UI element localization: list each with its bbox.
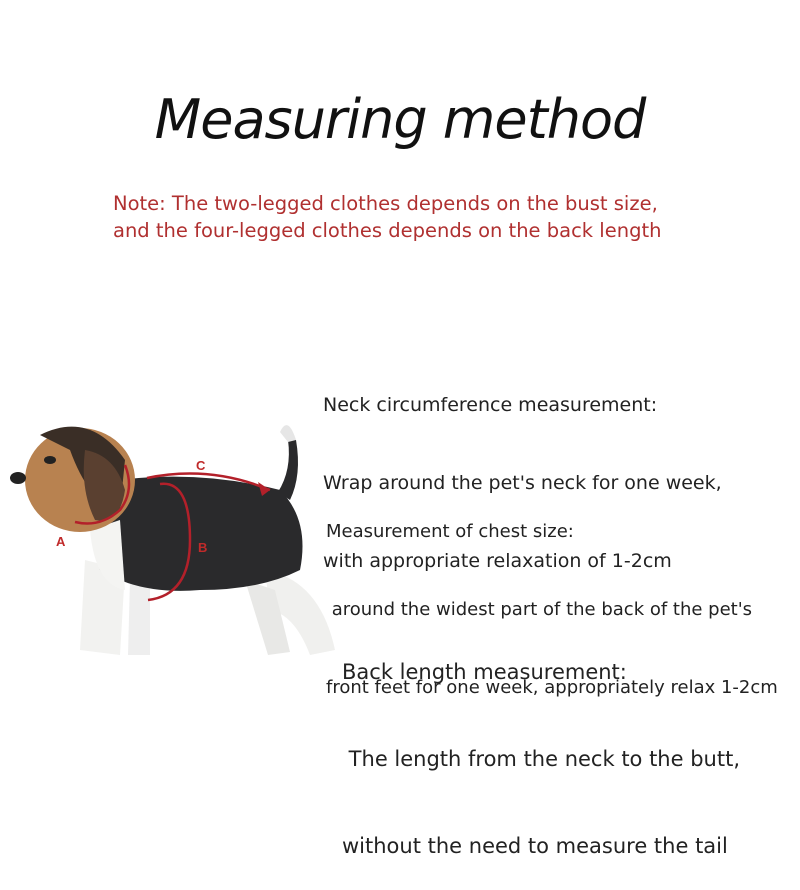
page-title: Measuring method [154, 88, 646, 151]
chest-line-2: front feet for one week, appropriately relax 1-2cm [326, 677, 778, 698]
chest-line-1: around the widest part of the back of the pet's [326, 599, 753, 620]
chest-heading: Measurement of chest size: [326, 521, 574, 542]
dog-front-leg-2 [128, 580, 150, 655]
back-line-1: The length from the neck to the butt, [342, 747, 740, 771]
neck-line-1: Wrap around the pet's neck for one week, [323, 472, 722, 494]
label-a: A [56, 534, 66, 549]
dog-illustration [0, 410, 340, 670]
label-c: C [196, 458, 206, 473]
note-line-1: Note: The two-legged clothes depends on the bust size, [113, 192, 658, 215]
neck-line-2: with appropriate relaxation of 1-2cm [323, 550, 672, 572]
neck-heading: Neck circumference measurement: [323, 394, 658, 416]
back-instructions [342, 600, 740, 890]
label-b: B [198, 540, 208, 555]
size-note [113, 190, 661, 244]
back-heading: Back length measurement: [342, 660, 627, 684]
back-line-2: without the need to measure the tail [342, 834, 728, 858]
dog-tail [278, 440, 298, 500]
dog-nose [10, 472, 26, 484]
dog-eye [44, 456, 56, 464]
note-line-2: and the four-legged clothes depends on the back length [113, 219, 662, 242]
